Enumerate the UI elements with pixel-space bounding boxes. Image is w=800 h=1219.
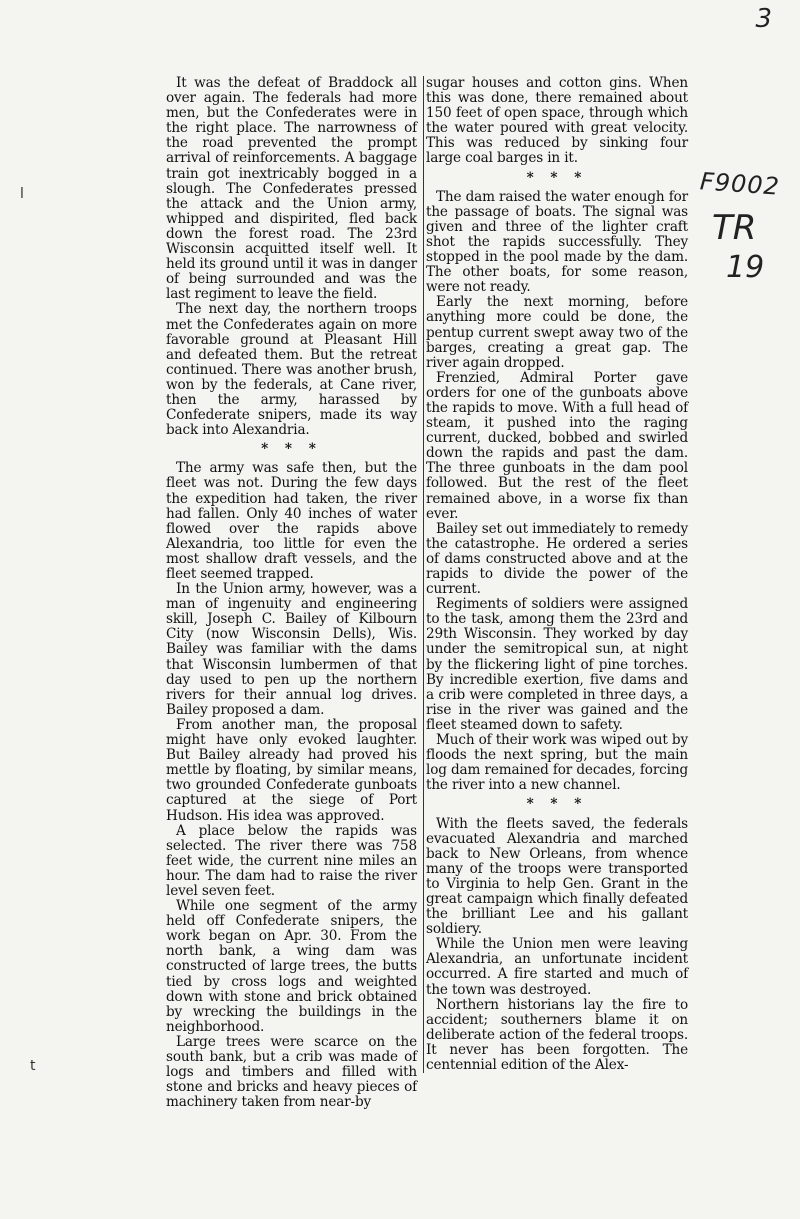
paragraph: While one segment of the army held off Confederate snipers, the work began on Apr. 30. From the north bank, a wing dam was constructed of large trees, the butts tied by cross logs and weighted down with stone and brick obtained by wrecking the buildings in the neighborhood. <box>166 898 417 1035</box>
paragraph: With the fleets saved, the federals evacuated Alexandria and marched back to New Orleans, from whence many of the troops were transported to Virginia to help Gen. Grant in the great campaign which finally defeated the brilliant Lee and his gallant soldiery. <box>426 815 688 938</box>
margin-mark: l <box>20 186 24 202</box>
paragraph: Frenzied, Admiral Porter gave orders for one of the gunboats above the rapids to move. With a full head of steam, it pushed into the raging current, ducked, bobbed and swirled down the rapids and past the dam. The three gunboats in the dam pool followed. But the rest of the fleet remained above, in a worse fix than ever. <box>426 369 688 522</box>
paragraph: Bailey set out immediately to remedy the catastrophe. He ordered a series of dams constructed above and at the rapids to divide the power of the current. <box>426 520 688 598</box>
paragraph: From another man, the proposal might have only evoked laughter. But Bailey already had proved his mettle by floating, by similar means, two grounded Confederate gunboats captured at the siege of Port Hudson. His idea was approved. <box>166 716 417 824</box>
handwritten-page-number: 3 <box>755 4 772 34</box>
paragraph: It was the defeat of Braddock all over again. The federals had more men, but the Confederates were in the right place. The narrowness of the road prevented the prompt arrival of reinforcements. A baggage train got inextricably bogged in a slough. The Confederates pressed the attack and the Union army, whipped and dispirited, fled back down the forest road. The 23rd Wisconsin acquitted itself well. It held its ground until it was in danger of being surrounded and was the last regiment to leave the field. <box>166 75 417 303</box>
paragraph: Much of their work was wiped out by floods the next spring, but the main log dam remained for decades, forcing the river into a new channel. <box>426 732 688 794</box>
paragraph: While the Union men were leaving Alexandria, an unfortunate incident occurred. A fire started and much of the town was destroyed. <box>426 936 688 998</box>
margin-mark: t <box>30 1058 36 1074</box>
section-separator: * * * <box>526 169 588 186</box>
paragraph: In the Union army, however, was a man of ingenuity and engineering skill, Joseph C. Bailey of Kilbourn City (now Wisconsin Dells), Wis. Bailey was familiar with the dams that Wisconsin lumbermen of that day used to pen up the northern rivers for their annual log drives. Bailey proposed a dam. <box>166 581 417 718</box>
handwritten-catalog-note: TR <box>712 208 757 248</box>
handwritten-catalog-note: F9002 <box>699 167 781 201</box>
paragraph: Large trees were scarce on the south bank, but a crib was made of logs and timbers and filled with stone and bricks and heavy pieces of machinery taken from near-by <box>166 1033 417 1111</box>
paragraph: The dam raised the water enough for the passage of boats. The signal was given and three of the lighter craft shot the rapids successfully. They stopped in the pool made by the dam. The other boats, for some reason, were not ready. <box>426 188 688 296</box>
article-column-left <box>166 76 417 1110</box>
paragraph: sugar houses and cotton gins. When this was done, there remained about 150 feet of open space, through which the water poured with great velocity. This was reduced by sinking four large coal barges in it. <box>426 75 688 167</box>
section-separator: * * * <box>526 796 588 813</box>
paragraph: Northern historians lay the fire to accident; southerners blame it on deliberate action of the federal troops. It never has been forgotten. The centennial edition of the Alex- <box>426 996 688 1073</box>
paragraph: Regiments of soldiers were assigned to the task, among them the 23rd and 29th Wisconsin. They worked by day under the semitropical sun, at night by the flickering light of pine torches. By incredible exertion, five dams and a crib were completed in three days, a rise in the river was gained and the fleet steamed down to safety. <box>426 596 688 733</box>
paragraph: Early the next morning, before anything more could be done, the pentup current swept away two of the barges, creating a great gap. The river again dropped. <box>426 294 688 371</box>
paragraph: The army was safe then, but the fleet was not. During the few days the expedition had taken, the river had fallen. Only 40 inches of water flowed over the rapids above Alexandria, too little for even the most shallow draft vessels, and the fleet seemed trapped. <box>166 460 417 582</box>
section-separator: * * * <box>261 441 322 458</box>
article-column-right <box>423 76 688 1073</box>
handwritten-catalog-note: 19 <box>726 250 765 285</box>
paragraph: The next day, the northern troops met the Confederates again on more favorable ground at Pleasant Hill and defeated them. But the retreat continued. There was another brush, won by the federals, at Cane river, then the army, harassed by Confederate snipers, made its way back into Alexandria. <box>166 301 417 439</box>
paragraph: A place below the rapids was selected. The river there was 758 feet wide, the current nine miles an hour. The dam had to raise the river level seven feet. <box>166 822 417 899</box>
